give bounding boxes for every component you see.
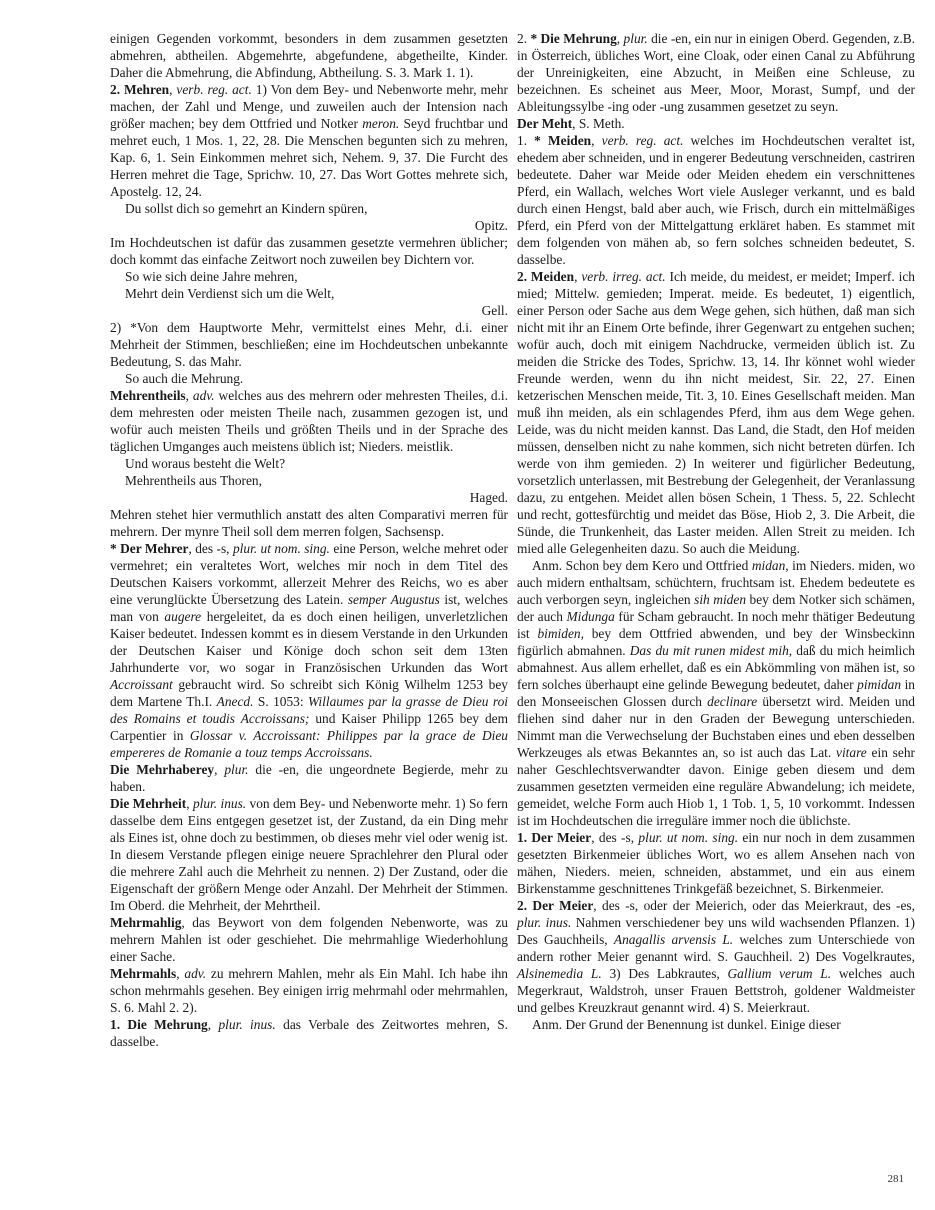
entry-paragraph xyxy=(517,115,915,132)
entry-paragraph xyxy=(517,268,915,557)
headword: 2. Der Meier xyxy=(517,898,594,913)
italic-term: plur. inus. xyxy=(218,1017,276,1032)
entry-text: welches zum Unterschiede von andern rother Meier genannt wird. S. Gauchheil. 2) Des Vogelkrautes, xyxy=(517,932,915,964)
entry-paragraph xyxy=(110,234,508,268)
entry-text: für Scham gebraucht. In noch mehr thätiger Bedeutung ist xyxy=(517,609,915,641)
entry-text: 1. xyxy=(517,133,535,148)
entry-text: Seyd fruchtbar und mehret euch, 1 Mos. 1, 22, 28. Die Menschen begunten sich zu mehren, Kap. 6, 1. Sein Einkommen mehret sich, Nehem. 9, 37. Die Furcht des Herren mehret die Tage, Sprichw. 10, 27. Das Wort Gottes mehrete sich, Apostelg. 12, 24. xyxy=(110,116,508,199)
entry-text: S. 1053: xyxy=(253,694,308,709)
entry-paragraph xyxy=(517,897,915,1016)
entry-paragraph xyxy=(517,30,915,115)
entry-text: übersetzt wird. Meiden und fliehen sind daher nur in den Graden der Bewegung unterschieden. Nimmt man die Verwechselung der Buchstaben eines und eben desselben Werkzeuges als etwas Bekanntes an, so ist auch das Lat. xyxy=(517,694,915,760)
headword: 2. Mehren xyxy=(110,82,170,97)
italic-term: Das du mit runen midest mih, xyxy=(629,643,793,658)
italic-term: sih miden xyxy=(694,592,747,607)
italic-term: plur. xyxy=(224,762,249,777)
entry-text: Ich meide, du meidest, er meidet; Imperf. ich mied; Mittelw. gemieden; Imperat. meide. Es bedeutet, 1) eigentlich, einer Person oder Sache aus dem Wege gehen, sich hüthen, daß man sich nicht mit ihr an Einem Orte befinde, ihrer Gegenwart zu entgehen suchen; wofür auch, doch mit einigem Nachdrucke, vermeiden üblich ist. Zu meiden die Stricke des Todes, Sprichw. 13, 14. Ihr könnet wohl wieder Freunde werden, wenn du ihn nicht meidest, Sir. 22, 27. Einen ketzerischen Menschen meide, Tit. 3, 10. Eines Gesellschaft meiden. Man muß ihn meiden, als ein schlagendes Pferd, ihm aus dem Wege gehen. Leide, was du nicht meiden kannst. Das Land, die Stadt, den Hof meiden müssen, denselben nicht zu nahe kommen, sich nicht betreten dürfen. Ich werde von ihm gemieden. 2) In weiterer und figürlicher Bedeutung, vorsetzlich unterlassen, mit Bestrebung der Gelegenheit, der Veranlassung dazu, zu entgehen. Meidet allen bösen Schein, 1 Thess. 5, 22. Schlecht und recht, gottesfürchtig und meidet das Böse, Hiob 2, 3. Die Arbeit, die Sünde, die Trunkenheit, das Laster meiden. Allen Streit zu meiden. Ich mied alle Gelegenheiten dazu. So auch die Meidung. xyxy=(517,269,916,556)
entry-paragraph xyxy=(110,319,508,370)
entry-text: die -en, die ungeordnete Begierde, mehr zu haben. xyxy=(110,762,508,794)
verse-line: Mehrt dein Verdienst sich um die Welt, xyxy=(125,286,335,301)
italic-term: Anagallis arvensis L. xyxy=(613,932,734,947)
headword: Mehrmahls xyxy=(110,966,177,981)
entry-paragraph xyxy=(110,914,508,965)
headword: Mehrentheils xyxy=(110,388,186,403)
entry-text: welches aus des mehrern oder mehresten Theiles, d.i. dem mehresten oder meisten Theile nach, zusammen gezogen ist, und wofür auch meisten Theils und größten Theils und in der Sprache des täglichen Umganges auch meistens üblich ist; Nieders. meistlik. xyxy=(110,388,509,454)
entry-text: , xyxy=(574,269,582,284)
italic-term: adv. xyxy=(192,388,215,403)
entry-text: , das Beywort von dem folgenden Nebenworte, was zu mehrern Mahlen ist oder geschiehet. Die mehrmahlige Wiederhohlung einer Sache. xyxy=(110,915,508,964)
headword: 2. Meiden xyxy=(517,269,575,284)
entry-paragraph xyxy=(110,387,508,455)
entry-text: , xyxy=(176,966,185,981)
verse-line: Und woraus besteht die Welt? xyxy=(125,456,286,471)
entry-text: , xyxy=(185,388,193,403)
entry-text: Mehren stehet hier vermuthlich anstatt des alten Comparativi merren für mehrern. Der mynre Theil soll dem merren folgen, Sachsensp. xyxy=(110,507,508,539)
italic-term: Glossar v. Accroissant: Philippes par la grace de Dieu empereres de Romanie a touz temps Accroissans. xyxy=(110,728,508,760)
entry-text: , des -s, oder der Meierich, oder das Meierkraut, des -es, xyxy=(593,898,915,913)
headword: Mehrmahlig xyxy=(110,915,182,930)
entry-text: , xyxy=(616,31,624,46)
entry-text: die -en, ein nur in einigen Oberd. Gegenden, z.B. in Österreich, übliches Wort, eine Cloak, oder einen Canal zu Abführung der Unreinigkeiten, eine Abzucht, in Meißen eine Schleuse, zu bezeichnen. Es scheinet aus Meer, Moor, Morast, Sumpf, und der Ableitungssylbe -ing oder -ung zusammen gesetzet zu seyn. xyxy=(517,31,916,114)
entry-text: , des -s, xyxy=(591,830,639,845)
entry-paragraph xyxy=(517,829,915,897)
italic-term: vitare xyxy=(836,745,867,760)
entry-text: 2. xyxy=(517,31,531,46)
entry-text: Anm. Der Grund der Benennung ist dunkel. Einige dieser xyxy=(532,1017,841,1032)
headword: Die Mehrhaberey xyxy=(110,762,215,777)
entry-paragraph xyxy=(110,81,508,200)
verse-line: So wie sich deine Jahre mehren, xyxy=(125,269,298,284)
entry-text: , xyxy=(591,133,602,148)
entry-paragraph xyxy=(110,795,508,914)
entry-paragraph xyxy=(110,506,508,540)
entry-text: ist, welches man von xyxy=(110,592,508,624)
entry-text: bey dem Ottfried abwenden, und bey der Winsbeckinn figürlich abmahnen. xyxy=(517,626,915,658)
entry-text: welches im Hochdeutschen veraltet ist, ehedem aber schneiden, und in engerer Bedeutung verschneiden, castriren bedeutete. Daher war Meide oder Meiden ehedem ein verschnittenes Pferd, ein Wallach, welches Wort viele Ausleger verkannt, und es bald durch einen Hengst, bald aber auch, wie Frisch, durch ein mittelmäßiges Pferd, ein Pferd von der Mittelgattung erkläret haben. Es stammet mit dem folgenden von mähen ab, so fern solches schneiden bedeutet, S. dasselbe. xyxy=(517,133,915,267)
italic-term: plur. inus. xyxy=(517,915,572,930)
entry-text: ein sehr naher Geschlechtsverwandter davon. Einige geben diesem und dem zusammen gesetzten vermeiden eine reguläre Abwandelung; ich meidete, gemeidet, welche Form auch Hiob 1, 1 Tob. 1, 5, 10 vorkommt. Indessen ist im Hochdeutschen die irreguläre immer noch die üblichste. xyxy=(517,745,915,828)
entry-text: gebraucht wird. So schreibt sich König Wilhelm 1253 bey dem Martene Th.I. xyxy=(110,677,508,709)
headword: * Der Mehrer xyxy=(110,541,189,556)
entry-text: 2) *Von dem Hauptworte Mehr, vermittelst eines Mehr, d.i. einer Mehrheit der Stimmen, beschließen; eine im Hochdeutschen unbekannte Bedeutung, S. das Mahr. xyxy=(110,320,508,369)
right-column xyxy=(517,30,915,1033)
entry-paragraph xyxy=(110,761,508,795)
entry-paragraph xyxy=(110,1016,508,1050)
entry-text: und Kaiser Philipp 1265 bey dem Carpentier in xyxy=(110,711,508,743)
italic-term: midan, xyxy=(751,558,789,573)
entry-text: , xyxy=(214,762,225,777)
headword: Der Meht xyxy=(517,116,573,131)
entry-text: daß du mich heimlich abmahnest. Aus allem erhellet, daß es ein Abkömmling von mähen ist, so fern solches überhaupt eine gelinde Bewegung bedeutet, daher xyxy=(517,643,915,692)
entry-text: 3) Des Labkrautes, xyxy=(601,966,728,981)
entry-text: 1) Von dem Bey- und Nebenworte mehr, mehr machen, der Zahl und Menge, und zuweilen auch der Intension nach größer machen; bey dem Ottfried und Notker xyxy=(110,82,508,131)
entry-text: , xyxy=(207,1017,219,1032)
italic-term: verb. reg. act. xyxy=(176,82,252,97)
entry-paragraph xyxy=(110,30,508,81)
italic-term: plur. ut nom. sing. xyxy=(638,830,739,845)
entry-text: So auch die Mehrung. xyxy=(125,371,244,386)
italic-term: Anecd. xyxy=(216,694,254,709)
entry-text: , xyxy=(169,82,177,97)
italic-term: Alsinemedia L. xyxy=(517,966,602,981)
entry-text: Im Hochdeutschen ist dafür das zusammen gesetzte vermehren üblicher; doch kommt das einfache Zeitwort noch zuweilen bey Dichtern vor. xyxy=(110,235,508,267)
italic-term: semper Augustus xyxy=(347,592,440,607)
italic-term: Accroissant xyxy=(110,677,173,692)
italic-term: pimidan xyxy=(857,677,902,692)
entry-paragraph xyxy=(110,540,508,761)
headword: Die Mehrheit xyxy=(110,796,187,811)
left-column xyxy=(110,30,508,1050)
entry-paragraph xyxy=(110,965,508,1016)
italic-term: augere xyxy=(164,609,202,624)
entry-text: im Nieders. miden, wo auch midern enthaltsam, schüchtern, fruchtsam ist. Ehedem bedeutete es auch verborgen seyn, ingleichen xyxy=(517,558,916,607)
entry-text: , S. Meth. xyxy=(572,116,625,131)
headword: 1. Der Meier xyxy=(517,830,592,845)
entry-text: das Verbale des Zeitwortes mehren, S. dasselbe. xyxy=(110,1017,508,1049)
italic-term: verb. reg. act. xyxy=(601,133,684,148)
entry-text: in den Monseeischen Glossen durch xyxy=(517,677,916,709)
entry-text: Anm. Schon bey dem Kero und Ottfried xyxy=(532,558,752,573)
entry-text: , des -s, xyxy=(188,541,233,556)
entry-paragraph xyxy=(517,1016,915,1033)
verse-line: Du sollst dich so gemehrt an Kindern spüren, xyxy=(125,201,368,216)
entry-text: eine Person, welche mehret oder vermehret; ein veraltetes Wort, welches mir noch in dem Titel des Deutschen Kaisers vorkommt, allerzeit Mehrer des Reichs, wo es aber eine verunglückte Übersetzung des Latein. xyxy=(110,541,508,607)
entry-text: ein nur noch in dem zusammen gesetzten Birkenmeier übliches Wort, wo es allem Ansehen nach von mähen, Nieders. meien, schneiden, abstammet, und ein aus einem Birkenstamme geschnittenes Trinkgefäß bezeichnet, S. Birkenmeier. xyxy=(517,830,915,896)
italic-term: plur. ut nom. sing. xyxy=(232,541,330,556)
italic-term: plur. inus. xyxy=(192,796,247,811)
entry-paragraph xyxy=(517,132,915,268)
entry-text: zu mehrern Mahlen, mehr als Ein Mahl. Ich habe ihn schon mehrmahls gesehen. Bey einigen irrig mehrmahl oder mehrmahlen, S. 6. Mahl 2. 2). xyxy=(110,966,508,1015)
verse-line: Mehrentheils aus Thoren, xyxy=(125,473,262,488)
italic-term: verb. irreg. act. xyxy=(581,269,666,284)
quote-source: Haged. xyxy=(469,490,508,505)
quote-source: Gell. xyxy=(481,303,508,318)
entry-text: einigen Gegenden vorkommt, besonders in dem zusammen gesetzten abmehren, abtheilen. Abgemehrte, abgefundene, abgetheilte, Kinder. Daher die Abmehrung, die Abfindung, Abtheilung. S. 3. Mark 1. 1). xyxy=(110,31,508,80)
quote-source: Opitz. xyxy=(474,218,508,233)
entry-paragraph xyxy=(517,557,915,829)
entry-text: von dem Bey- und Nebenworte mehr. 1) So fern dasselbe dem Eins entgegen gesetzet ist, der Zustand, da ein Ding mehr als Eines ist, ohne doch zu bestimmen, ob dieses mehr viel oder wenig ist. In diesem Verstande pflegen einige neuere Sprachlehrer den Plural oder die mehrere Zahl auch die Mehrheit zu nennen. 2) Der Zustand, oder die Eigenschaft der größern Menge oder Anzahl. Der Mehrheit der Stimmen. Im Oberd. die Mehrheit, der Mehrtheil. xyxy=(110,796,508,913)
italic-term: meron. xyxy=(362,116,400,131)
headword: * Meiden xyxy=(534,133,592,148)
italic-term: adv. xyxy=(184,966,207,981)
entry-text: Nahmen verschiedener bey uns wild wachsenden Pflanzen. 1) Des Gauchheils, xyxy=(517,915,915,947)
italic-term: Gallium verum L. xyxy=(727,966,832,981)
italic-term: declinare xyxy=(707,694,758,709)
entry-paragraph xyxy=(110,370,508,387)
italic-term: bimiden, xyxy=(537,626,584,641)
headword: * Die Mehrung xyxy=(530,31,617,46)
headword: 1. Die Mehrung xyxy=(110,1017,208,1032)
entry-text: welches auch Megerkraut, Waldstroh, unser Frauen Bettstroh, goldener Waldmeister und gelbes Kreuzkraut genannt wird. 4) S. Meierkraut. xyxy=(517,966,915,1015)
entry-text: bey dem Notker sich schämen, der auch xyxy=(517,592,916,624)
italic-term: Midunga xyxy=(566,609,615,624)
entry-text: , xyxy=(186,796,193,811)
italic-term: Willaumes par la grasse de Dieu roi des Romains et toudis Accroissans; xyxy=(110,694,508,726)
italic-term: plur. xyxy=(623,31,648,46)
entry-text: hergeleitet, da es doch einen heiligen, unverletzlichen Kaiser bedeutet. Indessen kommt es in diesem Verstande in den Urkunden der Deutschen Kaiser und Könige doch schon seit dem 13ten Jahrhunderte vor, wo sogar in Französischen Urkunden das Wort xyxy=(110,609,508,675)
page-number: 281 xyxy=(887,1173,904,1185)
